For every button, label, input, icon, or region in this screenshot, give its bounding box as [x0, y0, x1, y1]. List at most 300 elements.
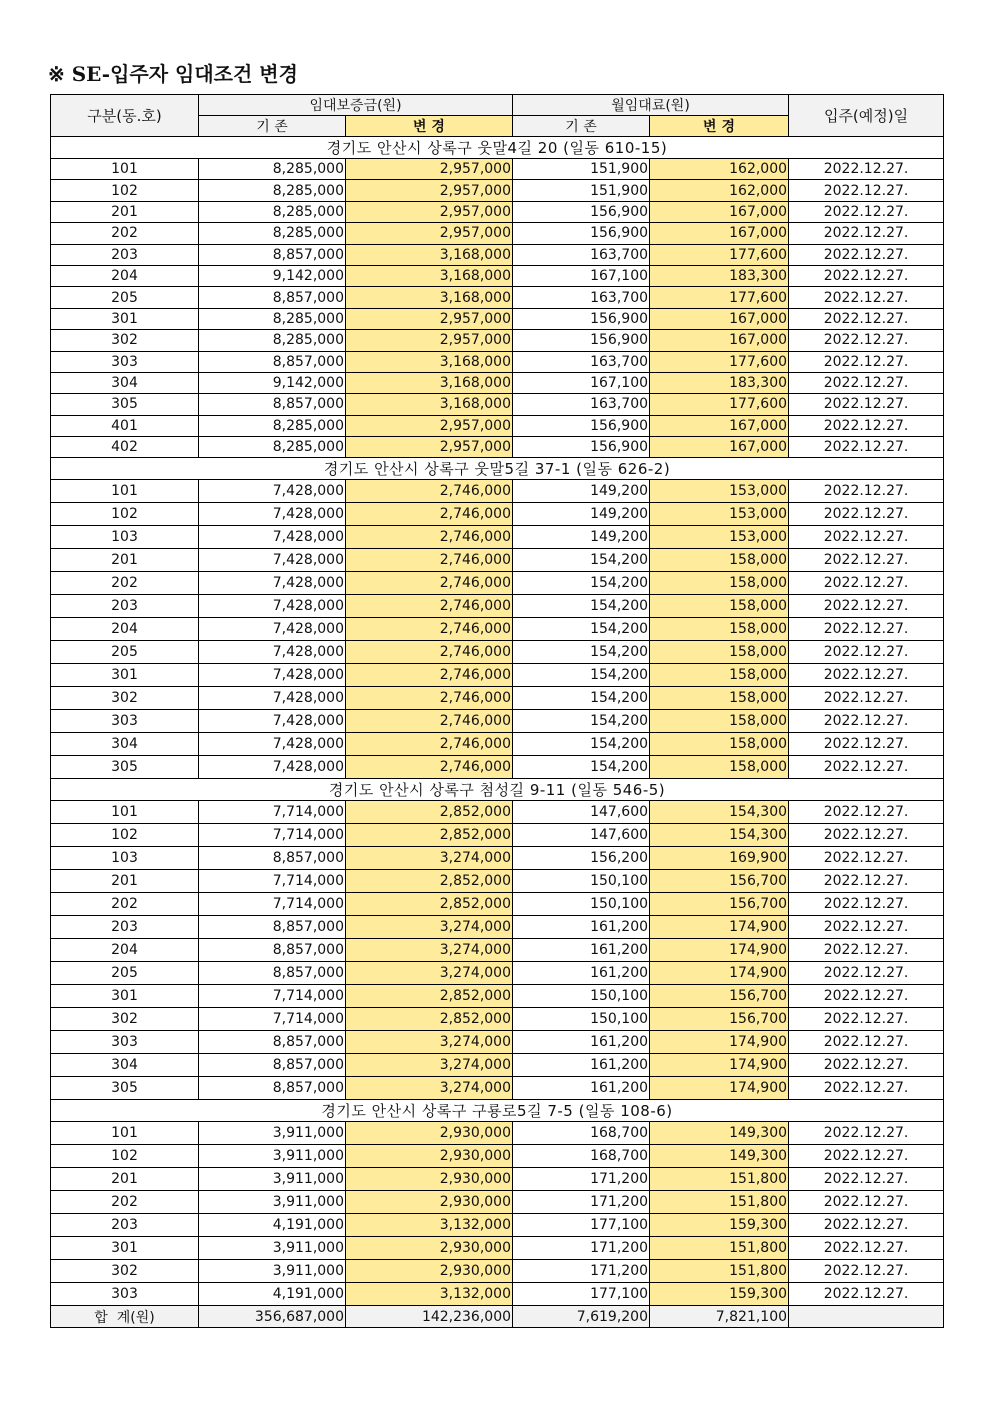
rent-changed-cell: 153,000: [650, 503, 789, 526]
deposit-changed-cell: 2,957,000: [346, 201, 513, 222]
table-row: [51, 1237, 944, 1260]
movein-date-cell: 2022.12.27.: [789, 687, 944, 710]
unit-cell: 201: [51, 201, 199, 222]
rent-existing-cell: 154,200: [513, 641, 650, 664]
deposit-existing-cell: 8,285,000: [199, 159, 346, 180]
rent-changed-cell: 167,000: [650, 415, 789, 436]
rent-existing-cell: 150,100: [513, 870, 650, 893]
deposit-existing-cell: 7,428,000: [199, 687, 346, 710]
rent-changed-cell: 153,000: [650, 480, 789, 503]
movein-date-cell: 2022.12.27.: [789, 1283, 944, 1306]
unit-cell: 301: [51, 308, 199, 329]
deposit-changed-cell: 3,168,000: [346, 265, 513, 286]
section-address: 경기도 안산시 상록구 첨성길 9-11 (일동 546-5): [51, 779, 944, 801]
deposit-existing-cell: 8,285,000: [199, 308, 346, 329]
rent-existing-cell: 147,600: [513, 801, 650, 824]
deposit-existing-cell: 8,285,000: [199, 223, 346, 244]
rent-existing-cell: 163,700: [513, 244, 650, 265]
deposit-changed-cell: 2,746,000: [346, 687, 513, 710]
unit-cell: 102: [51, 180, 199, 201]
table-row: [51, 756, 944, 779]
deposit-changed-cell: 2,957,000: [346, 330, 513, 351]
movein-date-cell: 2022.12.27.: [789, 939, 944, 962]
deposit-existing-cell: 7,714,000: [199, 1008, 346, 1031]
movein-date-cell: 2022.12.27.: [789, 265, 944, 286]
unit-cell: 401: [51, 415, 199, 436]
deposit-existing-cell: 7,428,000: [199, 549, 346, 572]
rent-existing-cell: 177,100: [513, 1214, 650, 1237]
movein-date-cell: 2022.12.27.: [789, 330, 944, 351]
deposit-existing-cell: 8,857,000: [199, 287, 346, 308]
rent-existing-cell: 151,900: [513, 159, 650, 180]
deposit-changed-cell: 2,746,000: [346, 549, 513, 572]
deposit-changed-cell: 2,746,000: [346, 756, 513, 779]
deposit-existing-cell: 8,857,000: [199, 939, 346, 962]
rent-changed-cell: 177,600: [650, 287, 789, 308]
deposit-existing-cell: 7,428,000: [199, 526, 346, 549]
deposit-existing-cell: 7,428,000: [199, 480, 346, 503]
unit-cell: 301: [51, 1237, 199, 1260]
unit-cell: 102: [51, 824, 199, 847]
movein-date-cell: 2022.12.27.: [789, 572, 944, 595]
table-row: [51, 201, 944, 222]
movein-date-cell: 2022.12.27.: [789, 1031, 944, 1054]
unit-cell: 205: [51, 962, 199, 985]
movein-date-cell: 2022.12.27.: [789, 870, 944, 893]
deposit-existing-cell: 8,857,000: [199, 1077, 346, 1100]
deposit-existing-cell: 8,857,000: [199, 916, 346, 939]
movein-date-cell: 2022.12.27.: [789, 180, 944, 201]
movein-date-cell: 2022.12.27.: [789, 641, 944, 664]
header-rent-changed: 변 경: [650, 116, 789, 137]
table-row: [51, 1008, 944, 1031]
table-row: [51, 480, 944, 503]
movein-date-cell: 2022.12.27.: [789, 824, 944, 847]
deposit-existing-cell: 3,911,000: [199, 1191, 346, 1214]
movein-date-cell: 2022.12.27.: [789, 415, 944, 436]
deposit-changed-cell: 3,274,000: [346, 1031, 513, 1054]
rent-existing-cell: 163,700: [513, 287, 650, 308]
rent-existing-cell: 150,100: [513, 1008, 650, 1031]
unit-cell: 205: [51, 287, 199, 308]
table-row: [51, 687, 944, 710]
table-row: [51, 265, 944, 286]
deposit-changed-cell: 2,746,000: [346, 618, 513, 641]
deposit-existing-cell: 4,191,000: [199, 1283, 346, 1306]
rent-changed-cell: 167,000: [650, 201, 789, 222]
table-row: [51, 985, 944, 1008]
unit-cell: 201: [51, 1168, 199, 1191]
deposit-existing-cell: 4,191,000: [199, 1214, 346, 1237]
deposit-existing-cell: 8,857,000: [199, 244, 346, 265]
unit-cell: 203: [51, 916, 199, 939]
unit-cell: 303: [51, 351, 199, 372]
movein-date-cell: 2022.12.27.: [789, 1260, 944, 1283]
rent-existing-cell: 171,200: [513, 1168, 650, 1191]
rent-changed-cell: 158,000: [650, 687, 789, 710]
deposit-changed-cell: 3,132,000: [346, 1283, 513, 1306]
table-row: [51, 415, 944, 436]
rent-changed-cell: 158,000: [650, 664, 789, 687]
deposit-changed-cell: 2,930,000: [346, 1260, 513, 1283]
table-row: [51, 394, 944, 415]
table-row: [51, 641, 944, 664]
movein-date-cell: 2022.12.27.: [789, 733, 944, 756]
movein-date-cell: 2022.12.27.: [789, 244, 944, 265]
deposit-existing-cell: 7,428,000: [199, 618, 346, 641]
table-row: [51, 801, 944, 824]
unit-cell: 303: [51, 1031, 199, 1054]
deposit-existing-cell: 8,857,000: [199, 394, 346, 415]
deposit-changed-cell: 2,957,000: [346, 223, 513, 244]
header-rent-existing: 기 존: [513, 116, 650, 137]
rent-changed-cell: 174,900: [650, 1054, 789, 1077]
deposit-existing-cell: 3,911,000: [199, 1168, 346, 1191]
table-row: [51, 962, 944, 985]
deposit-existing-cell: 7,714,000: [199, 801, 346, 824]
deposit-changed-cell: 3,274,000: [346, 847, 513, 870]
deposit-existing-cell: 7,428,000: [199, 733, 346, 756]
unit-cell: 204: [51, 939, 199, 962]
deposit-changed-cell: 2,852,000: [346, 801, 513, 824]
table-row: [51, 595, 944, 618]
unit-cell: 103: [51, 526, 199, 549]
deposit-changed-cell: 2,746,000: [346, 503, 513, 526]
rent-changed-cell: 151,800: [650, 1168, 789, 1191]
movein-date-cell: 2022.12.27.: [789, 1191, 944, 1214]
unit-cell: 301: [51, 985, 199, 1008]
movein-date-cell: 2022.12.27.: [789, 1145, 944, 1168]
deposit-changed-cell: 2,746,000: [346, 526, 513, 549]
total-rent-existing: 7,619,200: [513, 1306, 650, 1328]
rent-changed-cell: 156,700: [650, 985, 789, 1008]
rent-changed-cell: 156,700: [650, 870, 789, 893]
deposit-changed-cell: 2,746,000: [346, 572, 513, 595]
deposit-existing-cell: 7,714,000: [199, 870, 346, 893]
deposit-changed-cell: 2,957,000: [346, 437, 513, 458]
rent-changed-cell: 169,900: [650, 847, 789, 870]
deposit-changed-cell: 2,746,000: [346, 480, 513, 503]
movein-date-cell: 2022.12.27.: [789, 1008, 944, 1031]
movein-date-cell: 2022.12.27.: [789, 351, 944, 372]
rent-changed-cell: 158,000: [650, 756, 789, 779]
unit-cell: 102: [51, 1145, 199, 1168]
section-address: 경기도 안산시 상록구 웃말4길 20 (일동 610-15): [51, 137, 944, 159]
rent-changed-cell: 158,000: [650, 641, 789, 664]
movein-date-cell: 2022.12.27.: [789, 503, 944, 526]
rent-existing-cell: 154,200: [513, 595, 650, 618]
rent-existing-cell: 149,200: [513, 480, 650, 503]
unit-cell: 204: [51, 265, 199, 286]
deposit-changed-cell: 3,168,000: [346, 244, 513, 265]
deposit-changed-cell: 2,957,000: [346, 308, 513, 329]
rent-existing-cell: 156,200: [513, 847, 650, 870]
deposit-changed-cell: 2,852,000: [346, 870, 513, 893]
movein-date-cell: 2022.12.27.: [789, 595, 944, 618]
deposit-changed-cell: 3,132,000: [346, 1214, 513, 1237]
rent-changed-cell: 183,300: [650, 265, 789, 286]
deposit-existing-cell: 3,911,000: [199, 1145, 346, 1168]
rent-existing-cell: 156,900: [513, 308, 650, 329]
deposit-existing-cell: 3,911,000: [199, 1122, 346, 1145]
table-row: [51, 916, 944, 939]
rent-existing-cell: 156,900: [513, 201, 650, 222]
table-row: [51, 1077, 944, 1100]
header-unit: 구분(동.호): [51, 95, 199, 137]
deposit-changed-cell: 2,852,000: [346, 985, 513, 1008]
deposit-changed-cell: 2,957,000: [346, 159, 513, 180]
rent-existing-cell: 171,200: [513, 1260, 650, 1283]
movein-date-cell: 2022.12.27.: [789, 526, 944, 549]
deposit-changed-cell: 2,746,000: [346, 733, 513, 756]
movein-date-cell: 2022.12.27.: [789, 1168, 944, 1191]
table-row: [51, 893, 944, 916]
movein-date-cell: 2022.12.27.: [789, 916, 944, 939]
table-row: [51, 549, 944, 572]
table-row: [51, 372, 944, 393]
rent-existing-cell: 168,700: [513, 1145, 650, 1168]
rent-changed-cell: 167,000: [650, 330, 789, 351]
rent-changed-cell: 158,000: [650, 595, 789, 618]
movein-date-cell: 2022.12.27.: [789, 1122, 944, 1145]
header-deposit-existing: 기 존: [199, 116, 346, 137]
movein-date-cell: 2022.12.27.: [789, 893, 944, 916]
table-row: [51, 733, 944, 756]
table-row: [51, 870, 944, 893]
rent-existing-cell: 171,200: [513, 1191, 650, 1214]
table-row: [51, 824, 944, 847]
unit-cell: 305: [51, 1077, 199, 1100]
table-row: [51, 710, 944, 733]
movein-date-cell: 2022.12.27.: [789, 201, 944, 222]
deposit-existing-cell: 7,428,000: [199, 710, 346, 733]
rent-existing-cell: 154,200: [513, 733, 650, 756]
movein-date-cell: 2022.12.27.: [789, 756, 944, 779]
rent-existing-cell: 161,200: [513, 916, 650, 939]
table-row: [51, 244, 944, 265]
table-row: [51, 1283, 944, 1306]
unit-cell: 203: [51, 595, 199, 618]
deposit-existing-cell: 3,911,000: [199, 1237, 346, 1260]
unit-cell: 304: [51, 733, 199, 756]
movein-date-cell: 2022.12.27.: [789, 287, 944, 308]
table-row: [51, 847, 944, 870]
movein-date-cell: 2022.12.27.: [789, 549, 944, 572]
deposit-existing-cell: 8,857,000: [199, 1031, 346, 1054]
rent-changed-cell: 177,600: [650, 351, 789, 372]
deposit-existing-cell: 8,285,000: [199, 437, 346, 458]
unit-cell: 305: [51, 394, 199, 415]
movein-date-cell: 2022.12.27.: [789, 308, 944, 329]
deposit-changed-cell: 2,957,000: [346, 415, 513, 436]
rent-changed-cell: 154,300: [650, 824, 789, 847]
header-movein-date: 입주(예정)일: [789, 95, 944, 137]
rent-changed-cell: 183,300: [650, 372, 789, 393]
unit-cell: 302: [51, 687, 199, 710]
table-row: [51, 618, 944, 641]
total-deposit-changed: 142,236,000: [346, 1306, 513, 1328]
deposit-changed-cell: 2,746,000: [346, 710, 513, 733]
deposit-existing-cell: 7,428,000: [199, 664, 346, 687]
total-rent-changed: 7,821,100: [650, 1306, 789, 1328]
movein-date-cell: 2022.12.27.: [789, 437, 944, 458]
total-deposit-existing: 356,687,000: [199, 1306, 346, 1328]
deposit-existing-cell: 9,142,000: [199, 265, 346, 286]
deposit-changed-cell: 3,168,000: [346, 351, 513, 372]
rent-existing-cell: 154,200: [513, 572, 650, 595]
deposit-existing-cell: 8,285,000: [199, 201, 346, 222]
rent-existing-cell: 154,200: [513, 618, 650, 641]
deposit-existing-cell: 7,428,000: [199, 503, 346, 526]
unit-cell: 101: [51, 480, 199, 503]
table-body: [51, 137, 944, 1328]
table-row: [51, 180, 944, 201]
unit-cell: 304: [51, 372, 199, 393]
rent-existing-cell: 154,200: [513, 687, 650, 710]
rent-existing-cell: 156,900: [513, 437, 650, 458]
table-row: [51, 1168, 944, 1191]
table-row: [51, 526, 944, 549]
movein-date-cell: 2022.12.27.: [789, 223, 944, 244]
rent-changed-cell: 159,300: [650, 1214, 789, 1237]
rent-existing-cell: 163,700: [513, 351, 650, 372]
deposit-existing-cell: 7,428,000: [199, 641, 346, 664]
table-row: [51, 437, 944, 458]
rent-changed-cell: 162,000: [650, 159, 789, 180]
table-row: [51, 1260, 944, 1283]
table-row: [51, 330, 944, 351]
deposit-changed-cell: 3,168,000: [346, 287, 513, 308]
lease-conditions-table: [50, 94, 944, 1328]
rent-changed-cell: 167,000: [650, 437, 789, 458]
table-row: [51, 1145, 944, 1168]
movein-date-cell: 2022.12.27.: [789, 710, 944, 733]
table-row: [51, 159, 944, 180]
rent-changed-cell: 158,000: [650, 733, 789, 756]
deposit-changed-cell: 3,274,000: [346, 1077, 513, 1100]
rent-existing-cell: 161,200: [513, 962, 650, 985]
rent-existing-cell: 161,200: [513, 1077, 650, 1100]
unit-cell: 103: [51, 847, 199, 870]
unit-cell: 304: [51, 1054, 199, 1077]
rent-existing-cell: 167,100: [513, 372, 650, 393]
movein-date-cell: 2022.12.27.: [789, 1237, 944, 1260]
rent-changed-cell: 149,300: [650, 1145, 789, 1168]
deposit-changed-cell: 2,746,000: [346, 664, 513, 687]
unit-cell: 202: [51, 223, 199, 244]
header-rent: 월임대료(원): [513, 95, 789, 116]
deposit-existing-cell: 8,285,000: [199, 415, 346, 436]
table-row: [51, 664, 944, 687]
rent-changed-cell: 153,000: [650, 526, 789, 549]
table-row: [51, 351, 944, 372]
movein-date-cell: 2022.12.27.: [789, 847, 944, 870]
deposit-existing-cell: 8,857,000: [199, 847, 346, 870]
deposit-changed-cell: 2,957,000: [346, 180, 513, 201]
rent-existing-cell: 167,100: [513, 265, 650, 286]
rent-existing-cell: 151,900: [513, 180, 650, 201]
rent-existing-cell: 154,200: [513, 710, 650, 733]
movein-date-cell: 2022.12.27.: [789, 985, 944, 1008]
deposit-changed-cell: 2,852,000: [346, 1008, 513, 1031]
deposit-changed-cell: 2,930,000: [346, 1122, 513, 1145]
deposit-changed-cell: 3,274,000: [346, 939, 513, 962]
rent-changed-cell: 151,800: [650, 1260, 789, 1283]
unit-cell: 102: [51, 503, 199, 526]
rent-changed-cell: 158,000: [650, 572, 789, 595]
table-row: [51, 1214, 944, 1237]
header-deposit-changed: 변 경: [346, 116, 513, 137]
rent-changed-cell: 154,300: [650, 801, 789, 824]
unit-cell: 301: [51, 664, 199, 687]
table-row: [51, 1031, 944, 1054]
rent-changed-cell: 158,000: [650, 618, 789, 641]
rent-existing-cell: 154,200: [513, 549, 650, 572]
table-row: [51, 1054, 944, 1077]
total-empty-cell: [789, 1306, 944, 1328]
rent-changed-cell: 158,000: [650, 710, 789, 733]
unit-cell: 101: [51, 1122, 199, 1145]
unit-cell: 201: [51, 870, 199, 893]
deposit-existing-cell: 7,714,000: [199, 985, 346, 1008]
rent-existing-cell: 163,700: [513, 394, 650, 415]
deposit-changed-cell: 2,930,000: [346, 1237, 513, 1260]
page-title: ※ SE-입주자 임대조건 변경: [48, 62, 298, 86]
rent-changed-cell: 167,000: [650, 223, 789, 244]
deposit-changed-cell: 3,274,000: [346, 962, 513, 985]
table-row: [51, 1122, 944, 1145]
unit-cell: 203: [51, 1214, 199, 1237]
rent-existing-cell: 150,100: [513, 893, 650, 916]
unit-cell: 101: [51, 801, 199, 824]
rent-changed-cell: 174,900: [650, 916, 789, 939]
unit-cell: 302: [51, 1260, 199, 1283]
rent-changed-cell: 174,900: [650, 939, 789, 962]
unit-cell: 205: [51, 641, 199, 664]
rent-existing-cell: 168,700: [513, 1122, 650, 1145]
rent-changed-cell: 158,000: [650, 549, 789, 572]
movein-date-cell: 2022.12.27.: [789, 801, 944, 824]
deposit-changed-cell: 3,274,000: [346, 916, 513, 939]
deposit-changed-cell: 2,852,000: [346, 893, 513, 916]
rent-existing-cell: 171,200: [513, 1237, 650, 1260]
deposit-existing-cell: 3,911,000: [199, 1260, 346, 1283]
rent-existing-cell: 156,900: [513, 223, 650, 244]
deposit-existing-cell: 8,857,000: [199, 1054, 346, 1077]
deposit-existing-cell: 8,857,000: [199, 351, 346, 372]
deposit-changed-cell: 2,852,000: [346, 824, 513, 847]
deposit-existing-cell: 8,285,000: [199, 180, 346, 201]
deposit-existing-cell: 9,142,000: [199, 372, 346, 393]
deposit-existing-cell: 7,428,000: [199, 756, 346, 779]
unit-cell: 303: [51, 1283, 199, 1306]
rent-changed-cell: 174,900: [650, 1077, 789, 1100]
rent-existing-cell: 154,200: [513, 756, 650, 779]
deposit-existing-cell: 8,285,000: [199, 330, 346, 351]
deposit-existing-cell: 7,428,000: [199, 572, 346, 595]
deposit-existing-cell: 7,714,000: [199, 824, 346, 847]
rent-existing-cell: 149,200: [513, 503, 650, 526]
unit-cell: 204: [51, 618, 199, 641]
rent-changed-cell: 174,900: [650, 1031, 789, 1054]
rent-changed-cell: 174,900: [650, 962, 789, 985]
movein-date-cell: 2022.12.27.: [789, 1077, 944, 1100]
rent-changed-cell: 167,000: [650, 308, 789, 329]
rent-existing-cell: 149,200: [513, 526, 650, 549]
deposit-existing-cell: 8,857,000: [199, 962, 346, 985]
movein-date-cell: 2022.12.27.: [789, 618, 944, 641]
movein-date-cell: 2022.12.27.: [789, 664, 944, 687]
